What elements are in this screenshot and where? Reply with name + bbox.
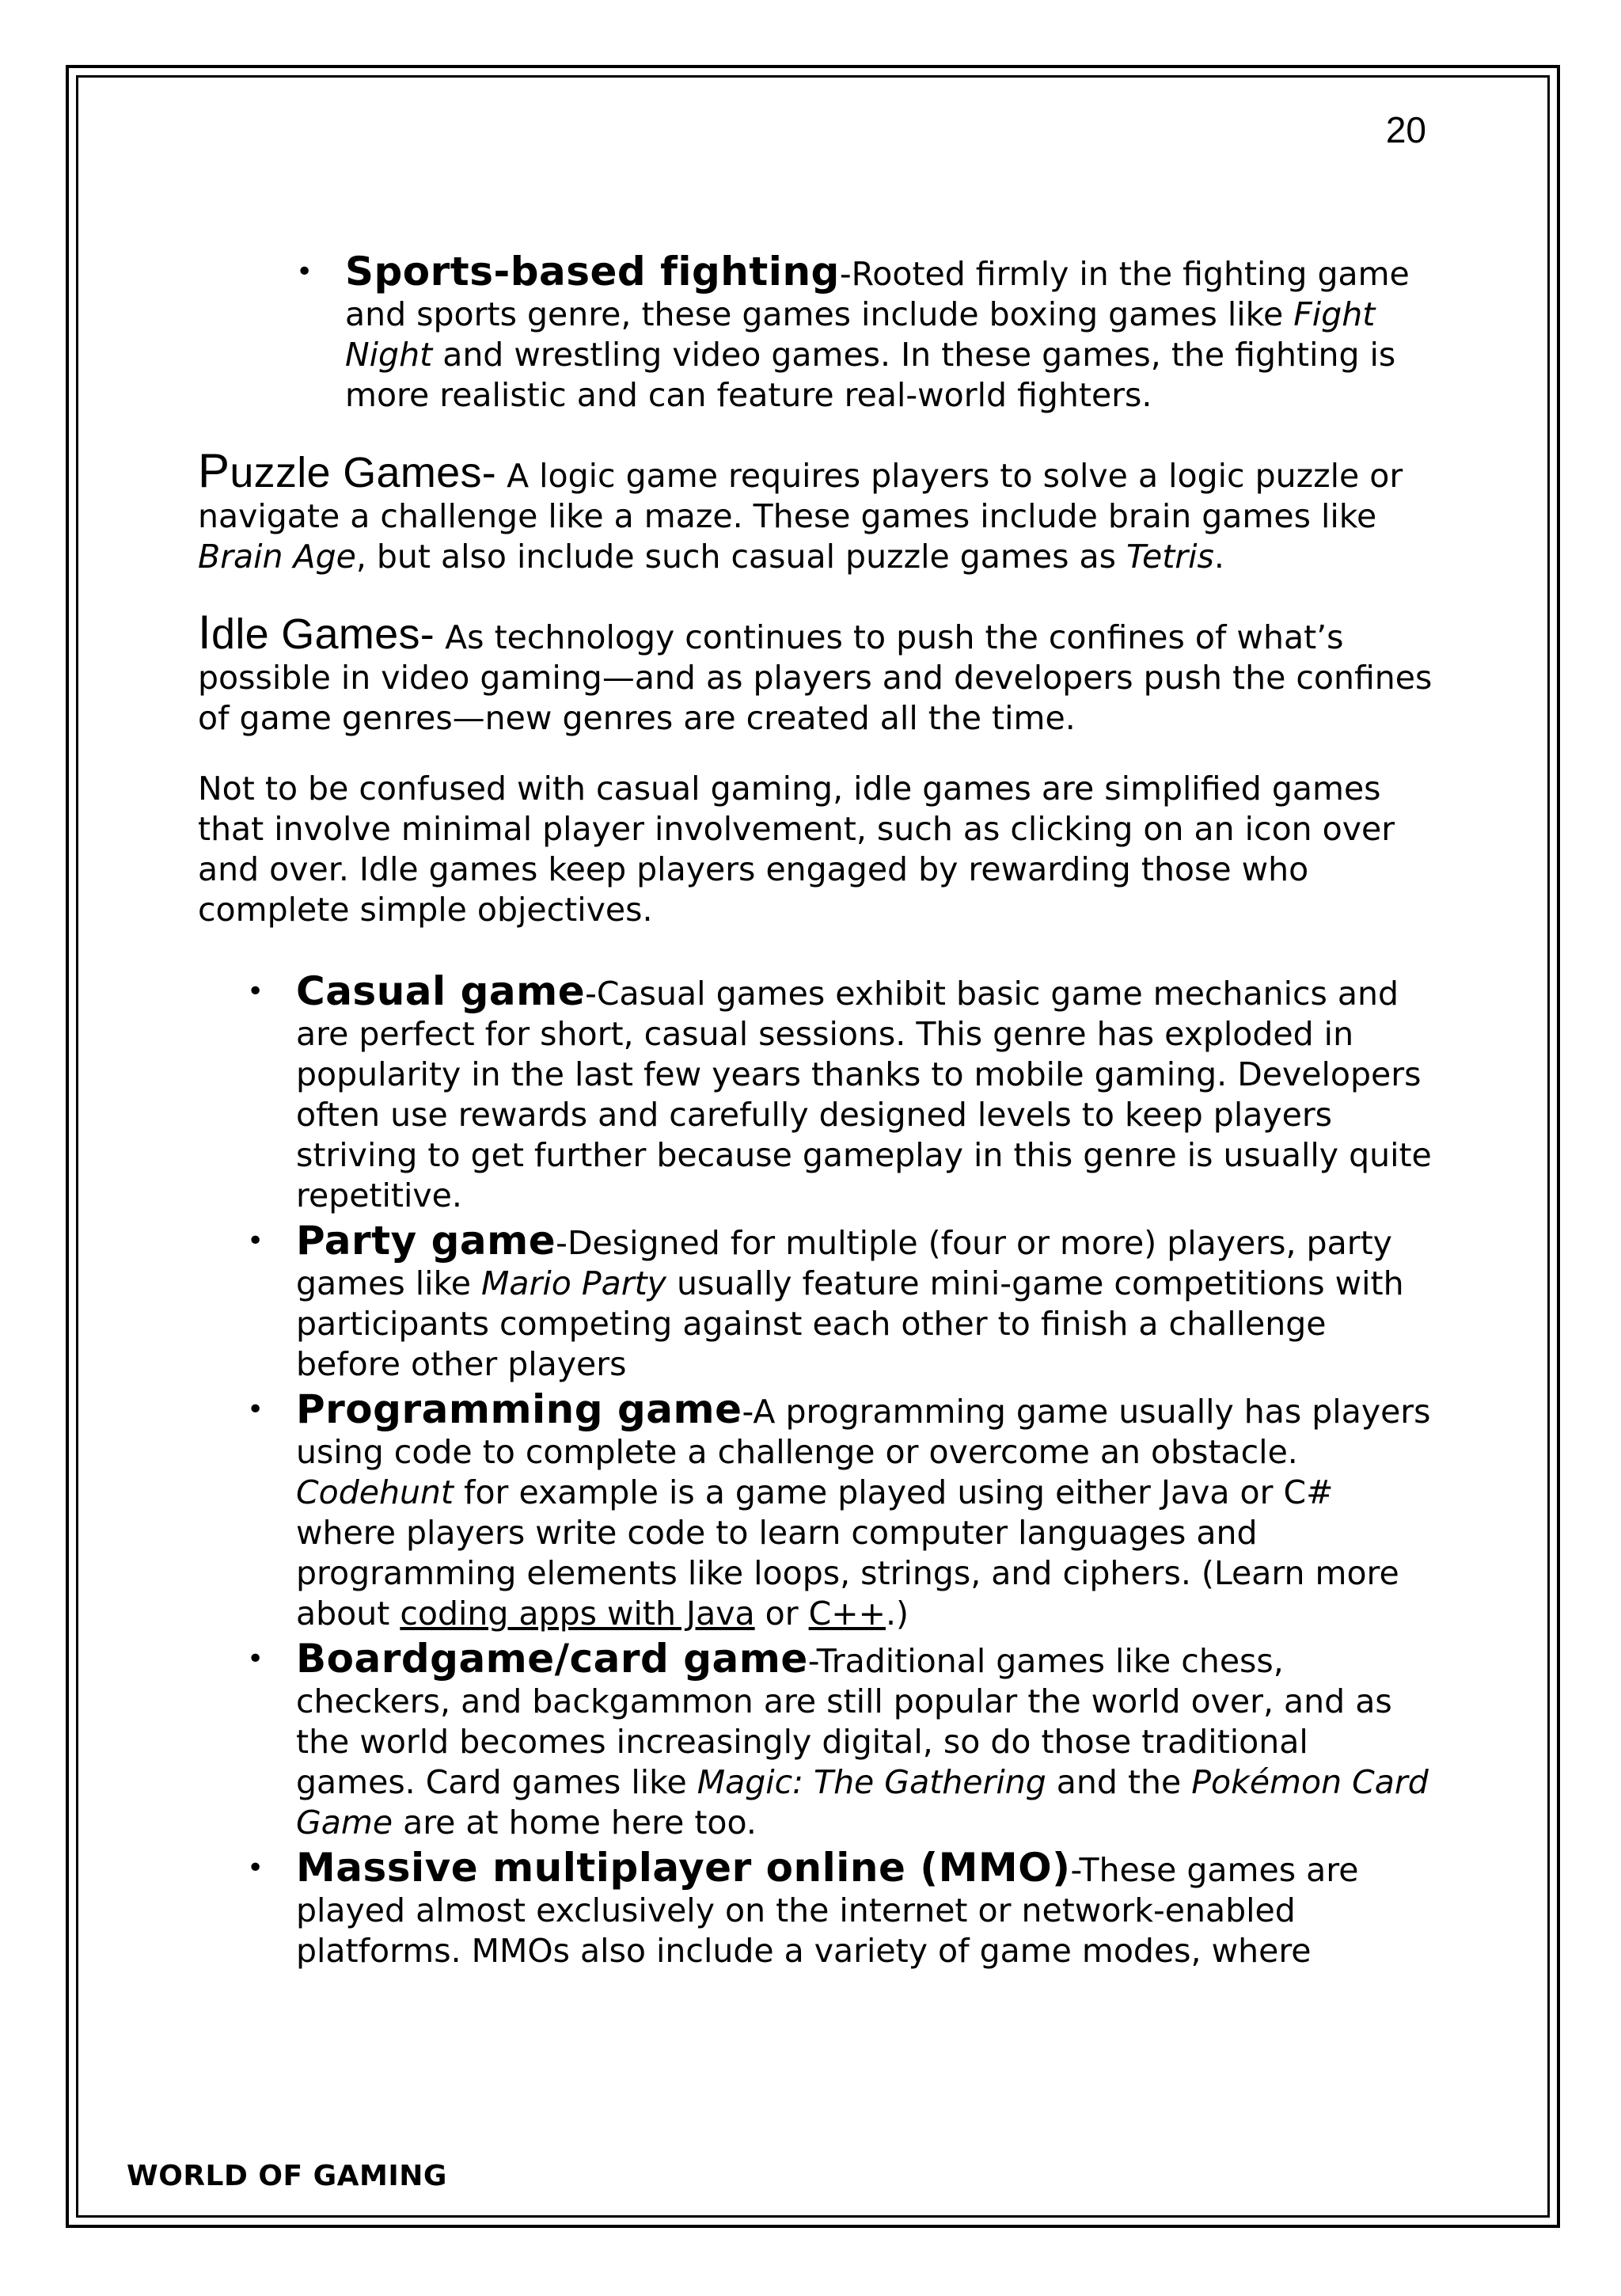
heading-initial: I: [198, 606, 211, 659]
game-title: Mario Party: [481, 1264, 666, 1302]
game-title: Magic: The Gathering: [697, 1763, 1046, 1801]
term-casual-game: Casual game: [296, 968, 586, 1014]
idle-games-paragraph: [198, 606, 1433, 739]
footer-title: WORLD OF GAMING: [127, 2160, 447, 2192]
paragraph-text: As technology continues to push the confines of what’s possible in video gaming—and as players and developers push the confines of game genres—new genres are created all the time.: [198, 618, 1433, 737]
link-coding-apps-java[interactable]: coding apps with Java: [400, 1595, 755, 1633]
fighting-subgenre-list: [198, 249, 1433, 416]
idle-games-description: Not to be confused with casual gaming, idle games are simplified games that involve minimal player involvement, such as clicking on an icon over and over. Idle games keep players engaged by rewarding those who complete simple objectives.: [198, 770, 1395, 929]
term-description: and wrestling video games. In these games, the fighting is more realistic and can feature real-world fighters.: [345, 336, 1396, 414]
genre-list: [198, 968, 1433, 1971]
heading-rest: uzzle Games-: [230, 449, 497, 496]
list-item-casual-game: [198, 968, 1433, 1216]
link-cpp[interactable]: C++: [808, 1595, 886, 1633]
heading-idle-games: [198, 606, 435, 659]
list-item-boardgame-card-game: [198, 1636, 1433, 1843]
list-item-programming-game: [198, 1386, 1433, 1634]
term-party-game: Party game: [296, 1218, 556, 1264]
term-description: .): [885, 1595, 909, 1633]
page-number: 20: [1385, 109, 1426, 150]
game-title: Brain Age: [198, 538, 356, 576]
game-title: Codehunt: [296, 1473, 454, 1511]
heading-initial: P: [198, 444, 230, 497]
list-item-party-game: [198, 1218, 1433, 1385]
page-content: [198, 249, 1433, 1976]
paragraph-text: .: [1213, 538, 1224, 576]
term-description: -A programming game usually has players using code to complete a challenge or overcome an obstacle.: [296, 1393, 1431, 1471]
paragraph-text: , but also include such casual puzzle games as: [355, 538, 1126, 576]
game-title: Tetris: [1126, 538, 1214, 576]
paragraph-text: A logic game requires players to solve a logic puzzle or navigate a challenge like a maze. These games include brain games like: [198, 457, 1403, 535]
puzzle-games-paragraph: [198, 444, 1433, 577]
term-description: or: [754, 1595, 809, 1633]
heading-puzzle-games: [198, 444, 497, 497]
term-boardgame-card-game: Boardgame/card game: [296, 1636, 808, 1682]
term-description: are at home here too.: [393, 1804, 757, 1842]
term-description: -Designed for multiple (four or more) players, party games like: [296, 1224, 1392, 1302]
term-programming-game: Programming game: [296, 1386, 742, 1432]
term-mmo: Massive multiplayer online (MMO): [296, 1845, 1071, 1891]
term-description: and the: [1046, 1763, 1192, 1801]
term-sports-based-fighting: Sports-based fighting: [345, 249, 840, 295]
term-description: for example is a game played using either Java or C# where players write code to learn computer languages and programming elements like loops, strings, and ciphers. (Learn more about: [296, 1473, 1399, 1633]
list-item-mmo: [198, 1845, 1433, 1971]
game-title: Fight Night: [345, 295, 1376, 374]
term-description: -Casual games exhibit basic game mechanics and are perfect for short, casual sessions. This genre has exploded in popularity in the last few years thanks to mobile gaming. Developers often use rewards and carefully designed levels to keep players striving to get further because gameplay in this genre is usually quite repetitive.: [296, 975, 1432, 1215]
term-description: -Traditional games like chess, checkers, and backgammon are still popular the world over, and as the world becomes increasingly digital, so do those traditional games. Card games like: [296, 1642, 1392, 1801]
game-title: Pokémon Card Game: [296, 1763, 1429, 1842]
term-description: usually feature mini-game competitions with participants competing against each other to finish a challenge before other players: [296, 1264, 1404, 1383]
term-description: -These games are played almost exclusively on the internet or network-enabled platforms. MMOs also include a variety of game modes, where: [296, 1851, 1359, 1970]
list-item-sports-based-fighting: [198, 249, 1433, 416]
term-description: -Rooted firmly in the fighting game and sports genre, these games include boxing games like: [345, 255, 1410, 333]
heading-rest: dle Games-: [211, 610, 435, 658]
